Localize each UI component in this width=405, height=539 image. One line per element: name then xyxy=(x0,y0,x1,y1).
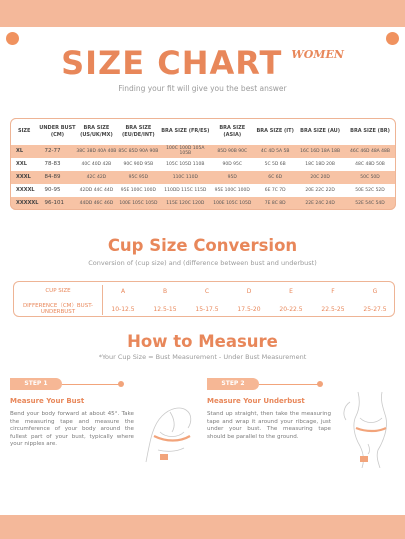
table-cell: 52E 54C 54D xyxy=(344,197,396,210)
col-header-it: BRA SIZE (IT) xyxy=(254,119,296,145)
step-2-heading: Measure Your Underbust xyxy=(207,397,305,405)
difference-cell: 25-27.5 xyxy=(363,305,387,313)
table-row xyxy=(10,158,396,171)
size-cell: XXXL xyxy=(10,171,38,184)
table-cell: 6E 7C 7D xyxy=(264,187,286,193)
cup-cell: B xyxy=(162,287,168,295)
cup-conversion-note: Conversion of (cup size) and (difference between bust and underbust) xyxy=(88,259,317,267)
table-cell: 105C 105D 110B xyxy=(166,161,205,167)
under-bust-cell: 78-83 xyxy=(44,161,61,167)
table-row xyxy=(10,145,396,158)
table-cell: 100E 105C 105D xyxy=(210,197,254,210)
table-cell: 50C 50D xyxy=(344,171,396,184)
table-cell: 16C 16D 18A 18B xyxy=(296,145,344,158)
how-to-measure-note: *Your Cup Size = Bust Measurement - Under Bust Measurement xyxy=(98,353,307,361)
difference-cell: 20-22.5 xyxy=(279,305,303,313)
step-1-line xyxy=(62,384,120,385)
table-cell: 115E 120C 120D xyxy=(160,197,210,210)
cup-cell: G xyxy=(372,287,378,295)
difference-cell: 12.5-15 xyxy=(153,305,177,313)
col-header-br: BRA SIZE (BR) xyxy=(344,119,396,145)
table-cell: 7E 8C 8D xyxy=(254,197,296,210)
cup-cell: A xyxy=(120,287,126,295)
difference-cell: 22.5-25 xyxy=(321,305,345,313)
table-row xyxy=(10,184,396,197)
title-tag: WOMEN xyxy=(291,48,344,61)
size-cell: XXXXXL xyxy=(10,197,38,210)
under-bust-cell: 84-89 xyxy=(38,171,76,184)
table-cell: 20C 20D xyxy=(296,171,344,184)
table-cell: 46C 46D 48A 48B xyxy=(344,145,396,158)
table-cell: 95C 95D xyxy=(116,171,160,184)
page-subtitle: Finding your fit will give you the best answer xyxy=(118,84,287,93)
table-cell: 110C 110D xyxy=(160,171,210,184)
step-1-dot xyxy=(118,381,124,387)
cup-cell: E xyxy=(289,287,293,295)
step-2-line xyxy=(259,384,319,385)
page-title-row xyxy=(0,44,405,82)
page-title: SIZE CHART xyxy=(61,44,283,82)
table-cell: 95D xyxy=(210,171,254,184)
table-row xyxy=(10,171,396,184)
table-cell: 100E 105C 105D xyxy=(116,197,160,210)
top-decor-band xyxy=(0,0,405,27)
table-cell: 95E 100C 100D xyxy=(214,187,250,193)
cup-conversion-table xyxy=(13,281,395,317)
table-cell: 38C 38D 40A 40B xyxy=(76,145,116,158)
table-cell: 100C 100D 105A 105B xyxy=(160,145,210,158)
col-header-fr: BRA SIZE (FR/ES) xyxy=(160,119,210,145)
difference-cell: 10-12.5 xyxy=(111,305,135,313)
table-cell: 42C 42D xyxy=(76,171,116,184)
cup-size-label: CUP SIZE xyxy=(45,288,71,294)
table-header-row xyxy=(10,119,396,145)
cup-cell: D xyxy=(246,287,252,295)
under-bust-cell: 90-95 xyxy=(44,187,61,193)
size-cell: XXXXL xyxy=(16,187,35,193)
cup-size-row xyxy=(14,282,394,300)
col-header-size: SIZE xyxy=(10,119,38,145)
table-cell: 4C 4D 5A 5B xyxy=(254,145,296,158)
col-header-us: BRA SIZE (US/UK/MX) xyxy=(76,119,116,145)
table-cell: 50E 52C 52D xyxy=(355,187,385,193)
how-to-measure-title: How to Measure xyxy=(127,332,278,351)
step-2-dot xyxy=(317,381,323,387)
cup-cell: F xyxy=(331,287,335,295)
table-cell: 85C 85D 90A 90B xyxy=(116,145,160,158)
cup-conversion-title: Cup Size Conversion xyxy=(107,236,298,255)
cup-cell: C xyxy=(204,287,210,295)
difference-row xyxy=(14,300,394,318)
step-2-badge: STEP 2 xyxy=(207,378,259,390)
table-cell: 20E 22C 22D xyxy=(305,187,335,193)
under-bust-cell: 72-77 xyxy=(38,145,76,158)
size-cell: XXL xyxy=(16,161,27,167)
difference-label: DIFFERENCE（CM）BUST-UNDERBUST xyxy=(22,303,94,315)
bust-measure-illustration xyxy=(140,392,198,464)
step-2-text: Stand up straight, then take the measuring tape and wrap it around your ribcage, just under your bust. The measuring tape should be parallel to the ground. xyxy=(207,411,331,440)
table-cell: 5C 5D 6B xyxy=(264,161,286,167)
bottom-decor-band xyxy=(0,515,405,539)
table-cell: 48C 48D 50B xyxy=(355,161,385,167)
size-chart-table xyxy=(10,118,396,210)
difference-cell: 17.5-20 xyxy=(237,305,261,313)
underbust-measure-illustration xyxy=(338,388,398,468)
under-bust-cell: 96-101 xyxy=(38,197,76,210)
step-1-heading: Measure Your Bust xyxy=(10,397,85,405)
col-header-under-bust: UNDER BUST (CM) xyxy=(38,119,76,145)
table-cell: 40C 40D 42B xyxy=(81,161,112,167)
table-cell: 90C 90D 95B xyxy=(123,161,154,167)
step-1-badge: STEP 1 xyxy=(10,378,62,390)
col-header-asia: BRA SIZE (ASIA) xyxy=(210,119,254,145)
step-1-text: Bend your body forward at about 45°. Take the measuring tape and measure the circumference of your body around the fullest part of your bust, typically where your nipples are. xyxy=(10,411,134,447)
table-cell: 90D 95C xyxy=(222,161,242,167)
col-header-au: BRA SIZE (AU) xyxy=(296,119,344,145)
table-cell: 6C 6D xyxy=(254,171,296,184)
table-cell: 18C 18D 20B xyxy=(305,161,335,167)
table-cell: 22E 24C 24D xyxy=(296,197,344,210)
table-row xyxy=(10,197,396,210)
table-cell: 44DD 46C 46D xyxy=(76,197,116,210)
table-cell: 110DD 115C 115D xyxy=(164,187,207,193)
table-cell: 42DD 44C 44D xyxy=(79,187,114,193)
table-cell: 95E 100C 100D xyxy=(120,187,156,193)
col-header-eu: BRA SIZE (EU/DE/INT) xyxy=(116,119,160,145)
table-cell: 85D 90B 90C xyxy=(210,145,254,158)
difference-cell: 15-17.5 xyxy=(195,305,219,313)
size-cell: XL xyxy=(10,145,38,158)
